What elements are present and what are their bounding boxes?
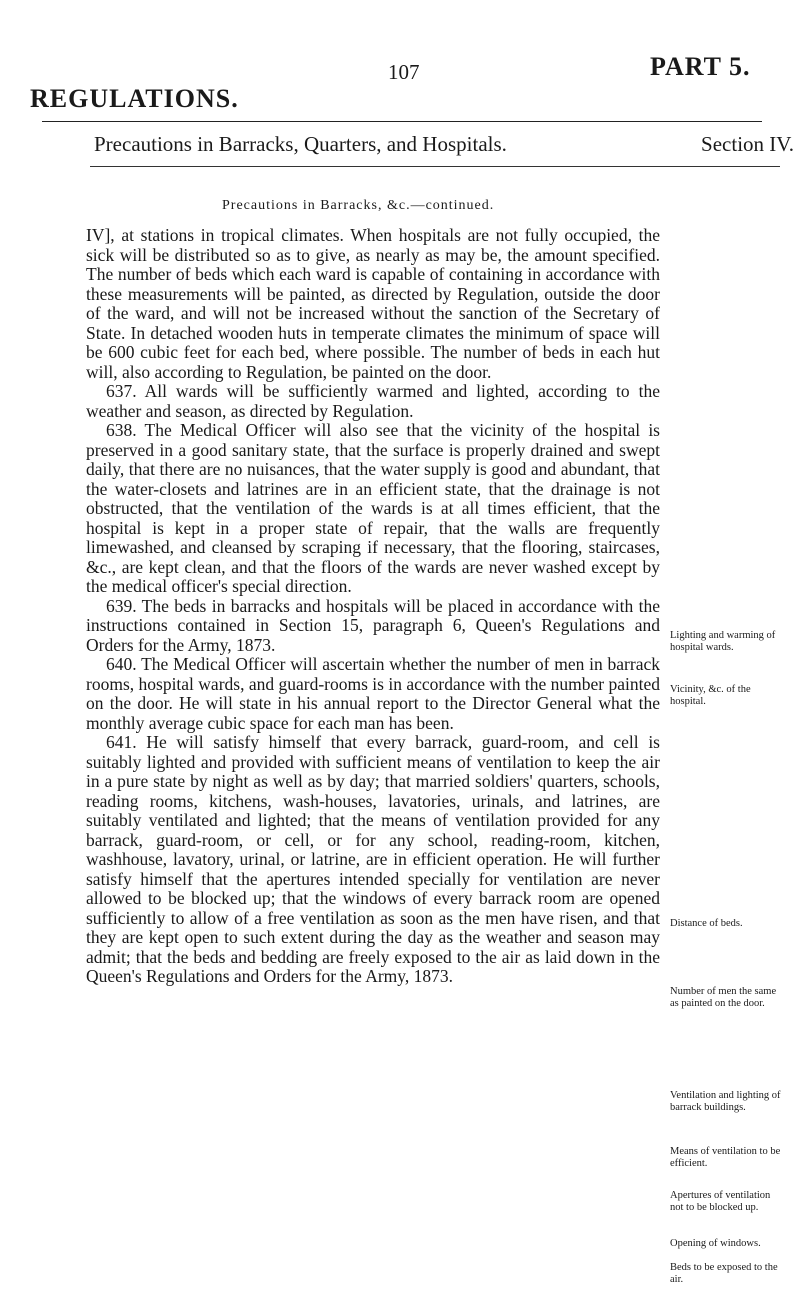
paragraph-640: 640. The Medical Officer will ascertain whether the number of men in barrack rooms, hospital wards, and guard-rooms is in accordance with the number painted on the door. He will state in his annual report to the Director General what the monthly average cubic space for each man has been.	[86, 654, 660, 733]
page-number: 107	[388, 60, 420, 84]
side-note: Means of ventilation to be efficient.	[670, 1146, 781, 1169]
paragraph-637: 637. All wards will be sufficiently warmed and lighted, according to the weather and season, as directed by Regulation.	[86, 381, 660, 421]
side-note: Number of men the same as painted on the door.	[670, 986, 777, 1009]
heading-rule	[90, 166, 780, 167]
running-head-title: REGULATIONS.	[30, 84, 239, 113]
side-note: Vicinity, &c. of the hospital.	[670, 684, 751, 707]
paragraph-639: 639. The beds in barracks and hospitals will be placed in accordance with the instructions contained in Section 15, paragraph 6, Queen's Regulations and Orders for the Army, 1873.	[86, 595, 660, 655]
paragraph-638: 638. The Medical Officer will also see that the vicinity of the hospital is preserved in a good sanitary state, that the surface is properly drained and swept daily, that there are no nuisances, that the water supply is good and abundant, that the water-closets and latrines are in an efficient state, that the drainage is not obstructed, that the ventilation of the wards is at all times efficient, that the hospital is kept in a proper state of repair, that the walls are frequently limewashed, and cleansed by scraping if necessary, that the flooring, staircases, &c., are kept clean, and that the floors of the wards are never washed except by the medical officer's special direction.	[86, 420, 660, 596]
side-note: Opening of windows.	[670, 1238, 761, 1249]
side-note: Ventilation and lighting of barrack buildings.	[670, 1090, 781, 1113]
side-note: Lighting and warming of hospital wards.	[670, 630, 776, 653]
body-text	[86, 226, 660, 987]
side-note: Distance of beds.	[670, 918, 743, 929]
side-note: Beds to be exposed to the air.	[670, 1262, 778, 1285]
side-note: Apertures of ventilation not to be blocked up.	[670, 1190, 771, 1213]
continued-subheading: Precautions in Barracks, &c.—continued.	[222, 198, 495, 213]
heading-title: Precautions in Barracks, Quarters, and Hospitals.	[94, 132, 507, 156]
top-rule	[42, 121, 762, 122]
paragraph-continued: IV], at stations in tropical climates. When hospitals are not fully occupied, the sick will be distributed so as to give, as nearly as may be, the amount specified. The number of beds which each ward is capable of containing in accordance with these measurements will be painted, as directed by Regulation, outside the door of the ward, and will not be increased without the sanction of the Secretary of State. In detached wooden huts in temperate climates the minimum of space will be 600 cubic feet for each bed, where possible. The number of beds in each hut will, also according to Regulation, be painted on the door.	[86, 225, 660, 382]
heading-section: Section IV.	[701, 132, 794, 156]
section-heading	[94, 132, 794, 157]
running-head-part: PART 5.	[650, 52, 751, 81]
paragraph-641: 641. He will satisfy himself that every barrack, guard-room, and cell is suitably lighted and provided with sufficient means of ventilation to keep the air in a pure state by night as well as by day; that married soldiers' quarters, schools, reading rooms, kitchens, wash-houses, lavatories, urinals, and latrines, are suitably ventilated and lighted; that the means of ventilation provided for any barrack, guard-room, or cell, or for any school, reading-room, kitchen, washhouse, lavatory, urinal, or latrine, are in efficient operation. He will further satisfy himself that the apertures intended specially for ventilation are never allowed to be blocked up; that the windows of every barrack room are opened sufficiently to allow of a free ventilation as soon as the men have risen, and that they are kept open to such extent during the day as the weather and season may admit; that the beds and bedding are freely exposed to the air as laid down in the Queen's Regulations and Orders for the Army, 1873.	[86, 732, 660, 986]
